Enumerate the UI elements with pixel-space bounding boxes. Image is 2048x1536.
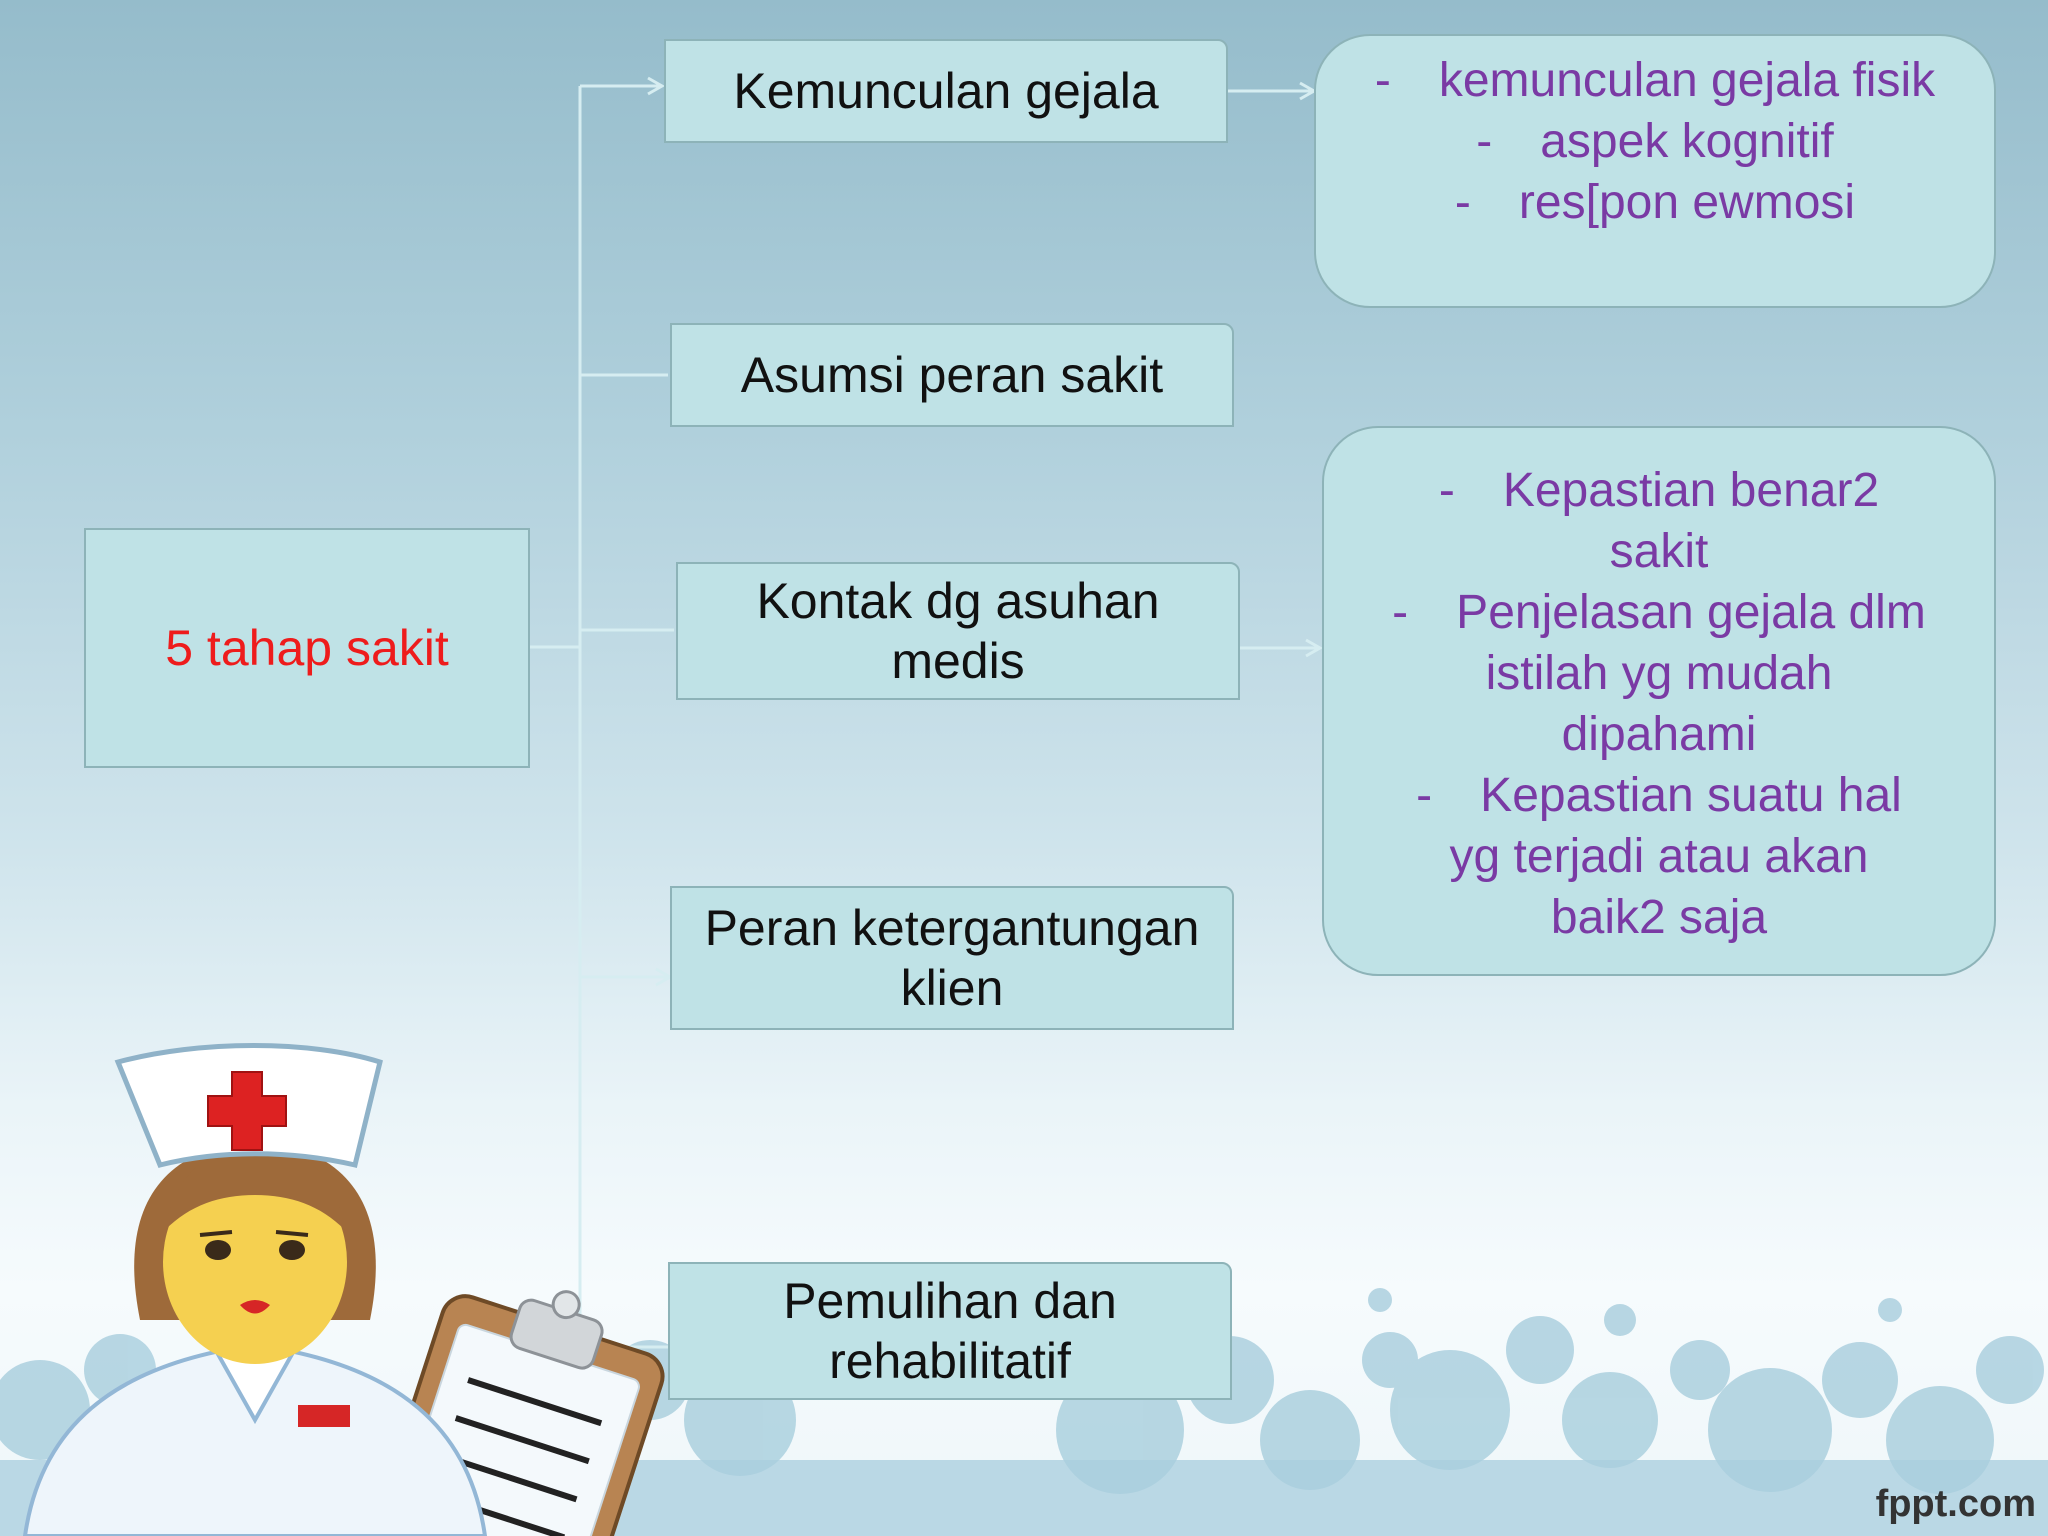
connector-lines <box>530 78 1320 1347</box>
detail-text-continued: istilah yg mudah <box>1485 647 1833 700</box>
detail-text-continued: yg terjadi atau akan <box>1449 830 1869 883</box>
bullet-dash: - <box>1454 176 1471 229</box>
bullet-dash: - <box>1438 464 1455 517</box>
stage-box-medical-contact <box>676 562 1240 700</box>
detail-item <box>1316 50 1994 111</box>
bullet-dash: - <box>1476 115 1493 168</box>
stage-label: Kontak dg asuhan <box>756 573 1160 629</box>
detail-box-symptoms <box>1314 34 1996 308</box>
stage-label: rehabilitatif <box>829 1333 1071 1389</box>
stage-label: Asumsi peran sakit <box>740 347 1164 403</box>
detail-text: Kepastian benar2 <box>1502 464 1880 517</box>
detail-text: aspek kognitif <box>1540 115 1834 168</box>
stage-label: Pemulihan dan <box>783 1273 1117 1329</box>
stage-box-recovery <box>668 1262 1232 1400</box>
detail-box-medical <box>1322 426 1996 976</box>
detail-text: res[pon ewmosi <box>1518 176 1856 229</box>
stage-box-sick-role <box>670 323 1234 427</box>
detail-item <box>1316 111 1994 172</box>
detail-text: Penjelasan gejala dlm <box>1456 586 1926 639</box>
detail-item <box>1324 765 1994 826</box>
stage-box-symptoms <box>664 39 1228 143</box>
detail-item <box>1324 582 1994 643</box>
detail-text: Kepastian suatu hal <box>1480 769 1902 822</box>
stage-label: Peran ketergantungan <box>704 900 1200 956</box>
bullet-dash: - <box>1392 586 1409 639</box>
bullet-dash: - <box>1374 54 1391 107</box>
detail-item <box>1316 172 1994 233</box>
detail-text-continued: dipahami <box>1561 708 1757 761</box>
bullet-dash: - <box>1416 769 1433 822</box>
nurse-illustration <box>25 1046 485 1536</box>
stage-label: Kemunculan gejala <box>733 63 1159 119</box>
detail-text-continued: baik2 saja <box>1550 891 1768 944</box>
footer-credit: fppt.com <box>1875 1483 2036 1525</box>
center-label: 5 tahap sakit <box>165 620 449 676</box>
stage-label: medis <box>891 633 1025 689</box>
detail-text-continued: sakit <box>1609 525 1709 578</box>
stage-box-dependency <box>670 886 1234 1030</box>
center-box <box>84 528 530 768</box>
detail-item <box>1324 460 1994 521</box>
detail-text: kemunculan gejala fisik <box>1438 54 1936 107</box>
stage-label: klien <box>900 960 1004 1016</box>
